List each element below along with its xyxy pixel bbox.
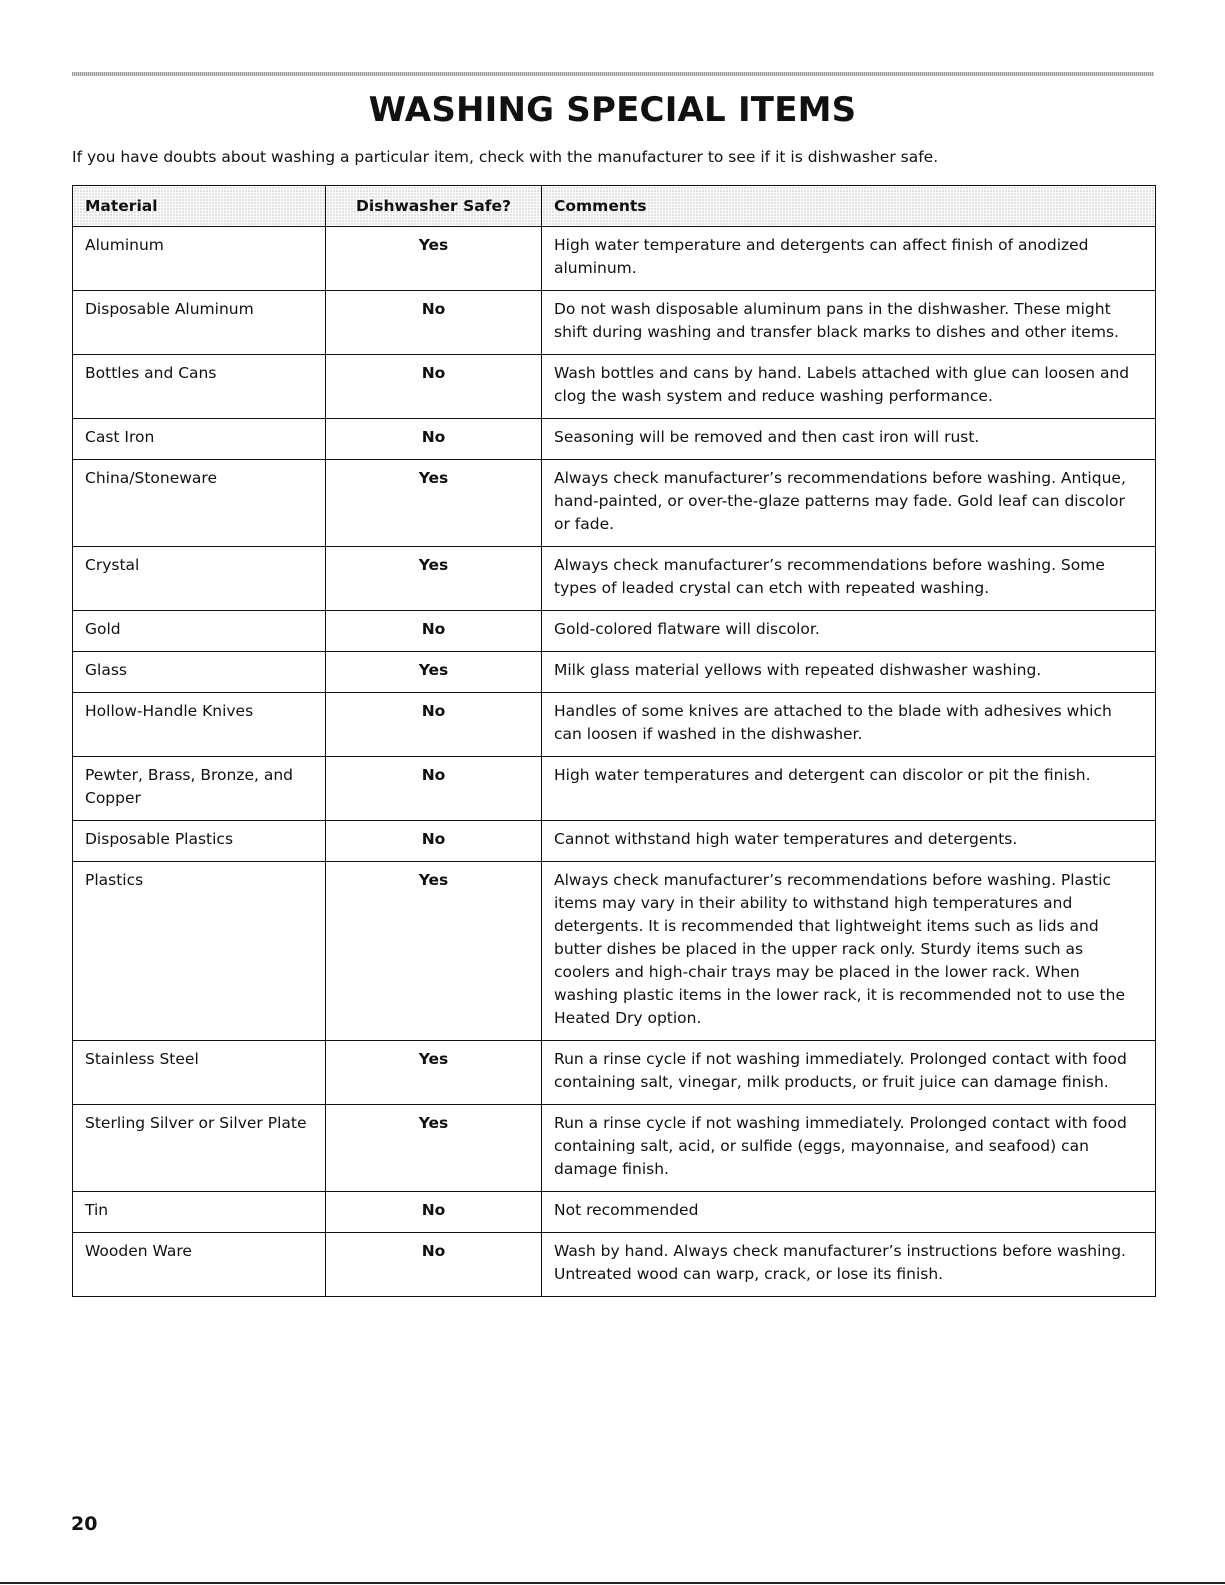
table-row [73,611,1156,652]
table-row [73,757,1156,821]
comment-cell: Always check manufacturer’s recommendations before washing. Plastic items may vary in their ability to withstand high temperatures and detergents. It is recommended that lightweight items such as lids and butter dishes be placed in the upper rack only. Sturdy items such as coolers and high-chair trays may be placed in the lower rack. When washing plastic items in the lower rack, it is recommended not to use the Heated Dry option. [542,862,1156,1041]
safe-cell: No [326,611,542,652]
comment-cell: Not recommended [542,1192,1156,1233]
safe-cell: Yes [326,460,542,547]
comment-cell: Run a rinse cycle if not washing immediately. Prolonged contact with food containing salt, vinegar, milk products, or fruit juice can damage finish. [542,1041,1156,1105]
material-cell: Glass [73,652,326,693]
table-row [73,547,1156,611]
material-cell: Sterling Silver or Silver Plate [73,1105,326,1192]
safe-cell: Yes [326,227,542,291]
table-header-row [73,186,1156,227]
comment-cell: Wash by hand. Always check manufacturer’s instructions before washing. Untreated wood can warp, crack, or lose its finish. [542,1233,1156,1297]
safe-cell: Yes [326,652,542,693]
table-row [73,862,1156,1041]
safe-cell: No [326,821,542,862]
comment-cell: High water temperatures and detergent can discolor or pit the finish. [542,757,1156,821]
table-row [73,821,1156,862]
header-dishwasher-safe: Dishwasher Safe? [326,186,542,227]
table-row [73,1041,1156,1105]
safe-cell: No [326,419,542,460]
material-cell: Cast Iron [73,419,326,460]
table-row [73,291,1156,355]
comment-cell: Milk glass material yellows with repeated dishwasher washing. [542,652,1156,693]
table-row [73,227,1156,291]
material-cell: Stainless Steel [73,1041,326,1105]
comment-cell: Handles of some knives are attached to the blade with adhesives which can loosen if washed in the dishwasher. [542,693,1156,757]
material-cell: Disposable Aluminum [73,291,326,355]
material-cell: Tin [73,1192,326,1233]
table-row [73,693,1156,757]
header-comments: Comments [542,186,1156,227]
header-material: Material [73,186,326,227]
safe-cell: No [326,693,542,757]
intro-text: If you have doubts about washing a particular item, check with the manufacturer to see if it is dishwasher safe. [72,148,939,166]
comment-cell: High water temperature and detergents can affect finish of anodized aluminum. [542,227,1156,291]
material-cell: Gold [73,611,326,652]
comment-cell: Cannot withstand high water temperatures and detergents. [542,821,1156,862]
material-cell: Pewter, Brass, Bronze, and Copper [73,757,326,821]
material-cell: Disposable Plastics [73,821,326,862]
comment-cell: Always check manufacturer’s recommendations before washing. Antique, hand-painted, or over-the-glaze patterns may fade. Gold leaf can discolor or fade. [542,460,1156,547]
safe-cell: No [326,1192,542,1233]
safe-cell: No [326,1233,542,1297]
safe-cell: Yes [326,1041,542,1105]
table-row [73,460,1156,547]
comment-cell: Do not wash disposable aluminum pans in the dishwasher. These might shift during washing and transfer black marks to dishes and other items. [542,291,1156,355]
table-row [73,1105,1156,1192]
page-number: 20 [71,1513,98,1535]
table-row [73,652,1156,693]
table-row [73,1233,1156,1297]
bottom-rule [0,1582,1225,1584]
material-cell: Aluminum [73,227,326,291]
safe-cell: No [326,291,542,355]
comment-cell: Always check manufacturer’s recommendations before washing. Some types of leaded crystal can etch with repeated washing. [542,547,1156,611]
table-row [73,355,1156,419]
safe-cell: No [326,757,542,821]
top-dotted-rule [72,72,1154,76]
comment-cell: Wash bottles and cans by hand. Labels attached with glue can loosen and clog the wash system and reduce washing performance. [542,355,1156,419]
material-cell: Hollow-Handle Knives [73,693,326,757]
table-body [73,227,1156,1297]
safe-cell: No [326,355,542,419]
comment-cell: Seasoning will be removed and then cast iron will rust. [542,419,1156,460]
material-cell: Crystal [73,547,326,611]
safe-cell: Yes [326,547,542,611]
table-row [73,419,1156,460]
material-cell: China/Stoneware [73,460,326,547]
comment-cell: Run a rinse cycle if not washing immediately. Prolonged contact with food containing salt, acid, or sulfide (eggs, mayonnaise, and seafood) can damage finish. [542,1105,1156,1192]
page-title: WASHING SPECIAL ITEMS [368,90,857,130]
safe-cell: Yes [326,862,542,1041]
comment-cell: Gold-colored flatware will discolor. [542,611,1156,652]
material-cell: Plastics [73,862,326,1041]
safe-cell: Yes [326,1105,542,1192]
table-row [73,1192,1156,1233]
material-cell: Wooden Ware [73,1233,326,1297]
special-items-table [72,185,1156,1297]
material-cell: Bottles and Cans [73,355,326,419]
